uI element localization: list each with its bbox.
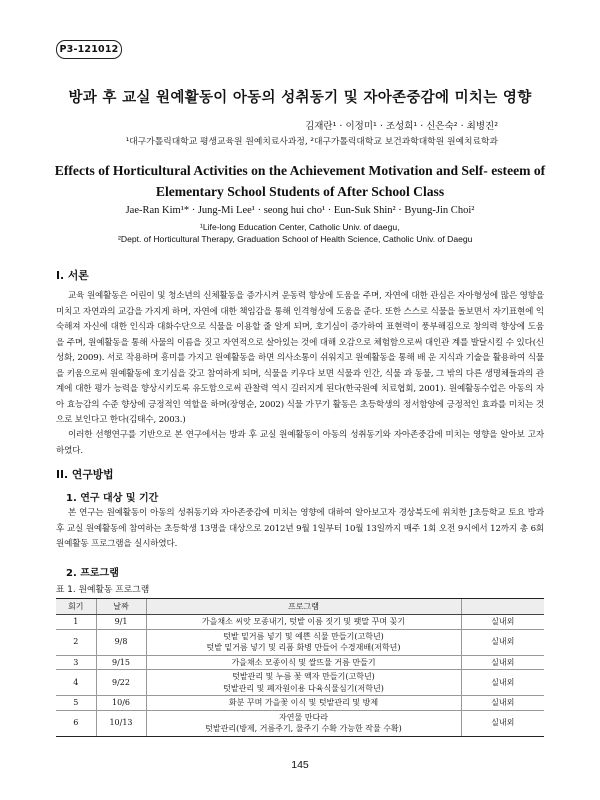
program-line: 텃밭 밑거름 넣기 및 리폼 화병 만들어 수경재배(저학년) xyxy=(206,643,401,652)
subsection-heading-program: 2. 프로그램 xyxy=(66,568,119,579)
subsection-heading-subjects: 1. 연구 대상 및 기간 xyxy=(66,493,159,504)
text-line: 운 지식과 기술을 활용하여 식물을 키움으로써 원예활동에 호기심을 갖고 참여하게 되며, 식물을 키우다 보면 식물과 인간, 식물 xyxy=(56,353,544,379)
text-line: 영향을 미치고 자연과의 교감을 가지게 하며, 자연에 대한 책임감을 통해 인격형성에 도움을 준다. 또한 스스로 식물을 돌보면서 xyxy=(56,291,544,317)
title-english xyxy=(40,160,560,202)
text-line: 치료협회, 2001). 원예활동수업은 아동의 자아 효능감의 수준 향상에 긍정적인 역할을 하며(장영순, 2002) 식물 가꾸기 활동은 xyxy=(56,384,544,410)
text-line: 초등학생의 정서함양에 긍정적인 효과를 미치는 것으로 보인다고 한다(김태수, 2003.) xyxy=(56,399,544,425)
cell-session: 3 xyxy=(56,655,96,670)
affiliation-korean: ¹대구가톨릭대학교 평생교육원 원예치료사과정, ²대구가톨릭대학교 보건과학대학원 원예치료학과 xyxy=(125,137,498,147)
cell-date: 10/6 xyxy=(96,696,146,711)
authors-korean: 김재란¹ · 이정미¹ · 조성희¹ · 신은숙² · 최병진² xyxy=(305,121,498,132)
section-heading-methods: II. 연구방법 xyxy=(56,468,114,481)
cell-place: 실내외 xyxy=(461,696,544,711)
program-line: 자연물 만다라 xyxy=(279,712,328,722)
cell-place: 실내외 xyxy=(461,710,544,736)
title-english-line-1: Effects of Horticultural Activities on the Achievement Motivation and Self- esteem of xyxy=(54,163,546,178)
cell-session: 6 xyxy=(56,710,96,736)
program-line: 텃밭관리(방제, 거름주기, 물주기 수확 가능한 작물 수확) xyxy=(205,724,402,733)
cell-date: 10/13 xyxy=(96,710,146,736)
cell-session: 1 xyxy=(56,615,96,630)
text-line: 고자 하였다. xyxy=(56,430,544,456)
text-line: 과 동물, 그 밖의 다른 생명체들과의 관계에 대한 평가 능력을 향상시키도록 유도함으로써 관찰력 역시 길러지게 된다(한국원예 xyxy=(56,368,544,394)
program-line: 텃밭관리 및 누름 꽃 액자 만들기(고학년) xyxy=(232,672,375,681)
cell-program xyxy=(146,615,461,630)
cell-session: 2 xyxy=(56,629,96,655)
cell-place: 실내외 xyxy=(461,670,544,696)
authors-english: Jae-Ran Kim¹* · Jung-Mi Lee¹ · seong hui cho¹ · Eun-Suk Shin² · Byung-Jin Choi² xyxy=(125,205,475,216)
cell-program xyxy=(146,655,461,670)
cell-place: 실내외 xyxy=(461,655,544,670)
table-row xyxy=(56,615,544,630)
program-line: 가을채소 씨앗 모종내기, 텃밭 이름 짓기 및 팻말 꾸며 꽂기 xyxy=(201,617,406,626)
affiliation-english-2: ²Dept. of Horticultural Therapy, Graduation School of Health Science, Catholic Univ. of Daegu xyxy=(118,234,473,244)
cell-date: 9/22 xyxy=(96,670,146,696)
program-line: 텃밭관리 및 폐자원이용 다육식물심기(저학년) xyxy=(223,683,384,693)
cell-program xyxy=(146,629,461,655)
header-program: 프로그램 xyxy=(146,599,461,615)
table-row xyxy=(56,629,544,655)
table-row xyxy=(56,655,544,670)
table-row xyxy=(56,670,544,696)
text-line: 창의력 향상에 도움을 주며, 원예활동을 통해 사물의 이름을 짓고 자연적으로 살아있는 것에 대해 오감으로 체험함으로써 대인관 xyxy=(56,322,544,348)
paper-id-badge: P3-121012 xyxy=(56,40,122,59)
cell-place: 실내외 xyxy=(461,615,544,630)
header-place xyxy=(461,599,544,615)
text-line: 자기표현에 익숙해져 자신에 대한 인식과 대화수단으로 식물을 이용할 줄 알게 되며, 호기심이 증가하여 표현력이 풍부해짐으로 xyxy=(56,306,544,332)
table-row xyxy=(56,710,544,736)
header-session: 회기 xyxy=(56,599,96,615)
header-date: 날짜 xyxy=(96,599,146,615)
table-row xyxy=(56,696,544,711)
text-line: 본 연구는 원예활동이 아동의 성취동기와 자아존중감에 미치는 영향에 대하여 알아보고자 경상북도에 위치한 J초등학교 토요 xyxy=(68,508,525,518)
intro-paragraph-2 xyxy=(56,428,544,459)
methods-paragraph xyxy=(56,506,544,553)
affiliation-english-1: ¹Life-long Education Center, Catholic Univ. of daegu, xyxy=(200,222,400,232)
text-line: 계를 발달시킬 수 있다(신성화, 2009). 서로 작용하며 흥미를 가지고 원예활동을 하면 의사소통이 쉬워지고 원예활동을 통해 배 xyxy=(56,337,544,363)
cell-date: 9/1 xyxy=(96,615,146,630)
program-line: 텃밭 밑거름 넣기 및 예쁜 식물 만들기(고학년) xyxy=(223,631,384,641)
program-table xyxy=(56,598,544,737)
program-line: 화분 꾸며 가을꽃 이식 및 텃밭관리 및 방제 xyxy=(228,698,379,707)
cell-program xyxy=(146,710,461,736)
cell-date: 9/15 xyxy=(96,655,146,670)
cell-session: 4 xyxy=(56,670,96,696)
cell-session: 5 xyxy=(56,696,96,711)
table-header-row xyxy=(56,599,544,615)
section-heading-introduction: I. 서론 xyxy=(56,269,89,282)
cell-place: 실내외 xyxy=(461,629,544,655)
cell-program xyxy=(146,696,461,711)
title-korean: 방과 후 교실 원예활동이 아동의 성취동기 및 자아존중감에 미치는 영향 xyxy=(68,90,532,106)
text-line: 교육 원예활동은 어린이 및 청소년의 신체활동을 증가시켜 운동력 향상에 도움을 주며, 자연에 대한 관심은 자아형성에 많은 xyxy=(68,291,517,301)
page-number: 145 xyxy=(291,759,309,771)
text-line: 방과 후 교실 원예활동에 참여하는 초등학생 13명을 대상으로 2012년 9월 1일부터 10월 13일까지 매주 1회 오전 9시에서 12까지 xyxy=(56,508,544,534)
intro-paragraph-1 xyxy=(56,289,544,429)
program-line: 가을채소 모종이식 및 쌀뜨물 거름 만들기 xyxy=(231,657,376,667)
text-line: 이러한 선행연구를 기반으로 본 연구에서는 방과 후 교실 원예활동이 아동의 성취동기와 자아존중감에 미치는 영향을 알아보 xyxy=(68,430,525,440)
table-caption: 표 1. 원예활동 프로그램 xyxy=(56,585,150,595)
cell-date: 9/8 xyxy=(96,629,146,655)
text-line: 총 6회 원예활동 프로그램을 실시하였다. xyxy=(56,523,545,549)
cell-program xyxy=(146,670,461,696)
title-english-line-2: Elementary School Students of After School Class xyxy=(155,184,445,199)
